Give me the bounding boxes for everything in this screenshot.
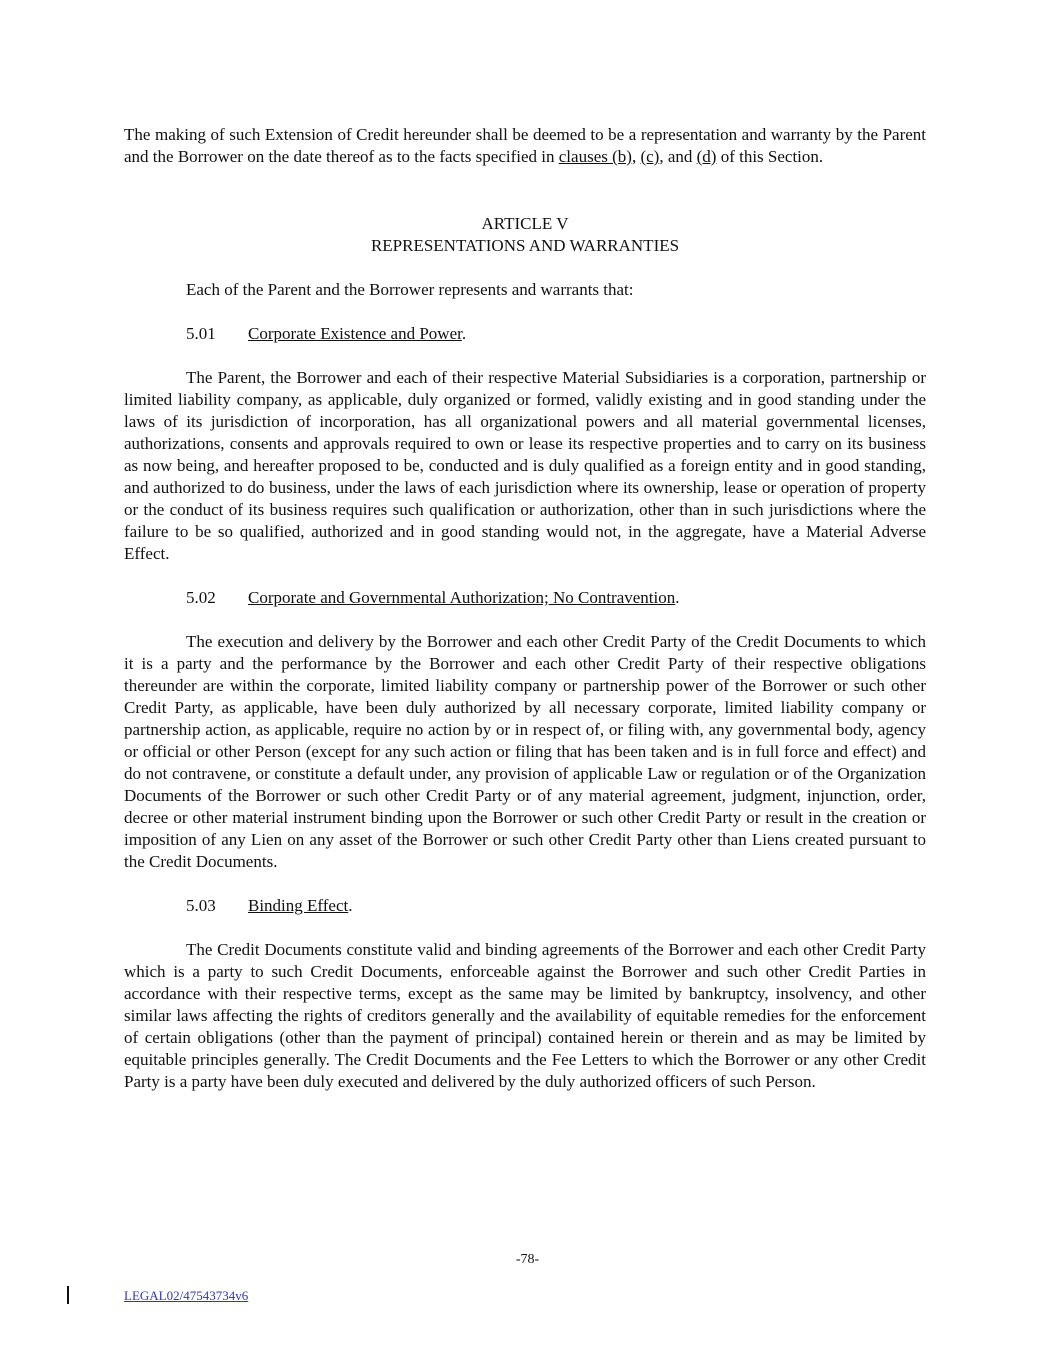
page-number: -78- bbox=[515, 1252, 540, 1267]
section-body-5-02: The execution and delivery by the Borrower and each other Credit Party of the Credit Documents to which it is a party and the performance by the Borrower and each other Credit Party of their respective obligations thereunder are within the corporate, limited liability company or partnership power of the Borrower or such other Credit Party, as applicable, have been duly authorized by all necessary corporate, limited liability company or partnership action, as applicable, require no action by or in respect of, or filing with, any governmental body, agency or official or other Person (except for any such action or filing that has been taken and is in full force and effect) and do not contravene, or constitute a default under, any provision of applicable Law or regulation or of the Organization Documents of the Borrower or such other Credit Party or of any material agreement, judgment, injunction, order, decree or other material instrument binding upon the Borrower or such other Credit Party or result in the creation or imposition of any Lien on any asset of the Borrower or such other Credit Party other than Liens created pursuant to the Credit Documents. bbox=[124, 632, 926, 871]
section-body-5-01: The Parent, the Borrower and each of their respective Material Subsidiaries is a corporation, partnership or limited liability company, as applicable, duly organized or formed, validly existing and in good standing under the laws of its jurisdiction of incorporation, has all organizational powers and all material governmental licenses, authorizations, consents and approvals required to own or lease its respective properties and to carry on its business as now being, and hereafter proposed to be, conducted and is duly qualified as a foreign entity and in good standing, and authorized to do business, under the laws of each jurisdiction where its ownership, lease or operation of property or the conduct of its business requires such qualification or authorization, other than in such jurisdictions where the failure to be so qualified, authorized and in good standing would not, in the aggregate, have a Material Adverse Effect. bbox=[124, 368, 926, 563]
section-title: Corporate Existence and Power bbox=[248, 324, 462, 343]
section-title-period: . bbox=[461, 324, 467, 343]
intro-separator-1: , bbox=[631, 147, 641, 166]
section-heading-5-01 bbox=[124, 323, 926, 345]
intro-separator-2: , and bbox=[659, 147, 697, 166]
section-heading-5-02 bbox=[124, 587, 926, 609]
intro-paragraph bbox=[124, 124, 926, 168]
clause-b-reference: clauses (b) bbox=[558, 147, 632, 166]
section-number: 5.01 bbox=[186, 324, 216, 343]
article-title: REPRESENTATIONS AND WARRANTIES bbox=[370, 236, 680, 255]
lead-in-paragraph: Each of the Parent and the Borrower represents and warrants that: bbox=[186, 280, 634, 299]
section-title-period: . bbox=[675, 588, 680, 607]
article-number: ARTICLE V bbox=[481, 214, 569, 233]
clause-c-reference: (c) bbox=[640, 147, 660, 166]
clause-d-reference: (d) bbox=[696, 147, 717, 166]
section-number: 5.03 bbox=[186, 896, 216, 915]
section-heading-5-03 bbox=[124, 895, 926, 917]
document-page bbox=[124, 124, 926, 1093]
section-title: Corporate and Governmental Authorization; No Contravention bbox=[248, 588, 676, 607]
section-number: 5.02 bbox=[186, 588, 216, 607]
intro-text-after: of this Section. bbox=[716, 147, 824, 166]
section-title: Binding Effect bbox=[248, 896, 349, 915]
section-body-5-03: The Credit Documents constitute valid and binding agreements of the Borrower and each other Credit Party which is a party to such Credit Documents, enforceable against the Borrower and such other Credit Parties in accordance with their respective terms, except as the same may be limited by bankruptcy, insolvency, and other similar laws affecting the rights of creditors generally and the availability of equitable remedies for the enforcement of certain obligations (other than the payment of principal) contained herein or therein and as may be limited by equitable principles generally. The Credit Documents and the Fee Letters to which the Borrower or any other Credit Party is a party have been duly executed and delivered by the duly authorized officers of such Person. bbox=[124, 940, 926, 1091]
intro-text-before: The making of such Extension of Credit hereunder shall be deemed to be a representation and warranty by the Parent and the Borrower on the date thereof as to the facts specified in bbox=[124, 125, 926, 166]
document-id-link[interactable]: LEGAL02/47543734v6 bbox=[124, 1288, 249, 1303]
change-bar-marker bbox=[67, 1286, 69, 1304]
section-title-period: . bbox=[348, 896, 353, 915]
